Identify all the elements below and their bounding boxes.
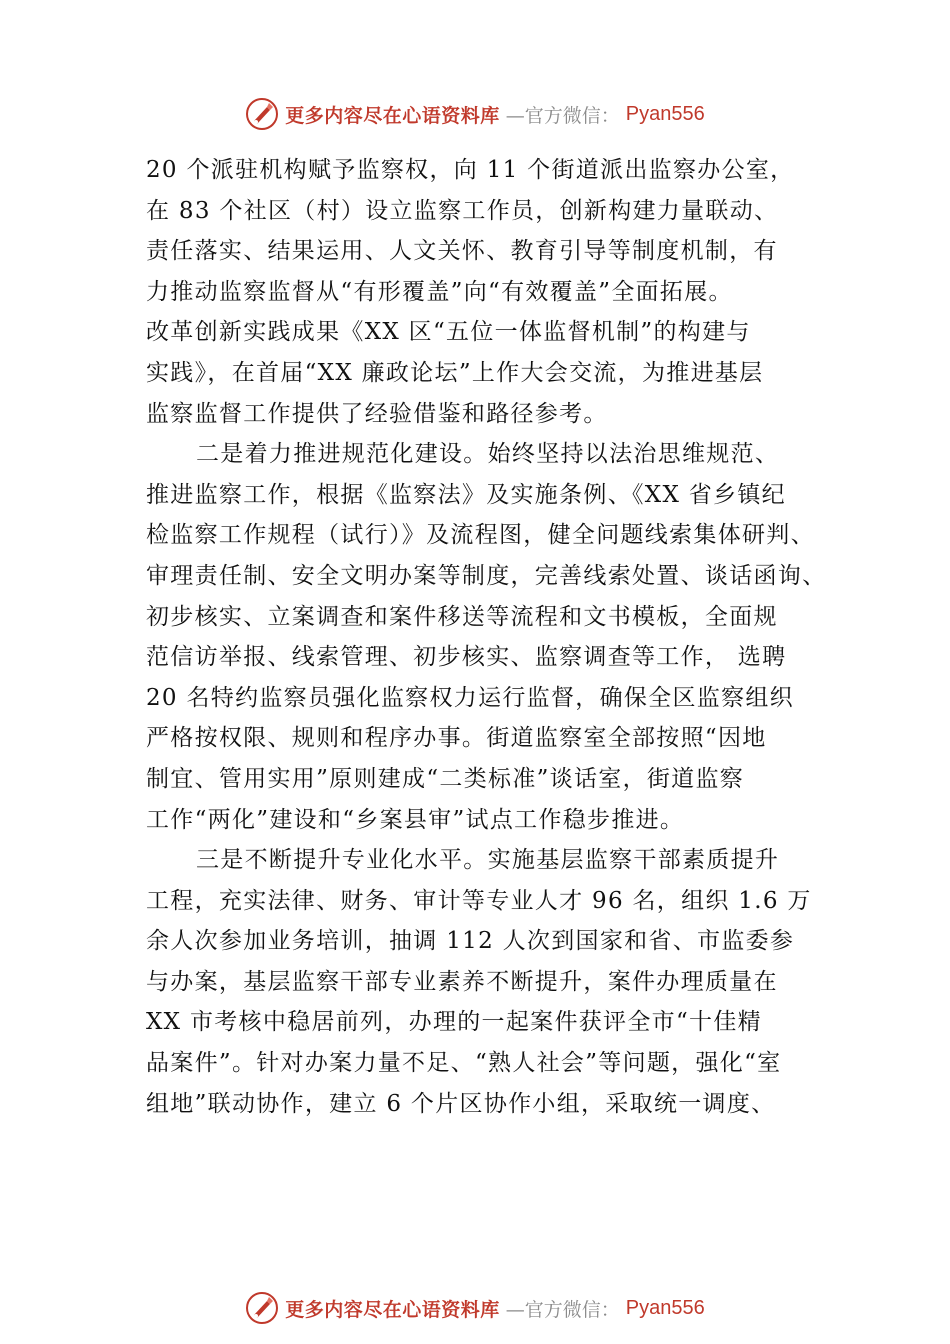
text-line: 在 83 个社区（村）设立监察工作员，创新构建力量联动、 (146, 197, 779, 224)
text-line: 责任落实、结果运用、人文关怀、教育引导等制度机制，有 (146, 238, 778, 265)
text-line: 制宜、管用实用”原则建成“二类标准”谈话室，街道监察 (146, 765, 745, 792)
footer-watermark-banner (0, 1288, 950, 1328)
document-body (146, 150, 826, 1124)
paragraph-heading-line: 二是着力推进规范化建设。始终坚持以法治思维规范、 (196, 441, 780, 468)
paragraph-heading-line: 三是不断提升专业化水平。实施基层监察干部素质提升 (196, 847, 780, 874)
text-line: 组地”联动协作，建立 6 个片区协作小组，采取统一调度、 (146, 1090, 776, 1117)
text-line: 20 名特约监察员强化监察权力运行监督，确保全区监察组织 (146, 684, 794, 711)
text-line: 工作“两化”建设和“乡案县审”试点工作稳步推进。 (146, 806, 685, 833)
text-line: 严格按权限、规则和程序办事。街道监察室全部按照“因地 (146, 725, 767, 752)
footer-wechat-label: —官方微信： (505, 1298, 620, 1321)
header-promo-text: 更多内容尽在心语资料库 (285, 104, 500, 127)
text-line: 实践》，在首届“XX 廉政论坛”上作大会交流，为推进基层 (146, 359, 764, 386)
pen-nib-logo-icon (245, 1291, 279, 1325)
text-line: 检监察工作规程（试行）》及流程图，健全问题线索集体研判、 (146, 522, 815, 549)
pen-nib-logo-icon (245, 97, 279, 131)
text-line: 20 个派驻机构赋予监察权，向 11 个街道派出监察办公室， (146, 157, 795, 183)
text-line: 工程，充实法律、财务、审计等专业人才 96 名，组织 1.6 万 (146, 887, 812, 914)
text-line: 初步核实、立案调查和案件移送等流程和文书模板，全面规 (146, 603, 778, 630)
footer-promo-text: 更多内容尽在心语资料库 (285, 1298, 500, 1321)
text-line: 监察监督工作提供了经验借鉴和路径参考。 (146, 400, 608, 427)
text-line: 范信访举报、线索管理、初步核实、监察调查等工作， 选聘 (146, 644, 787, 671)
text-line: XX 市考核中稳居前列，办理的一起案件获评全市“十佳精 (146, 1009, 762, 1036)
footer-wechat-id: Pyan556 (625, 1296, 705, 1319)
text-line: 力推动监察监督从“有形覆盖”向“有效覆盖”全面拓展。 (146, 278, 733, 305)
header-watermark-banner (0, 94, 950, 134)
text-line: 与办案，基层监察干部专业素养不断提升，案件办理质量在 (146, 968, 778, 995)
header-wechat-label: —官方微信： (505, 104, 620, 127)
header-wechat-id: Pyan556 (625, 102, 705, 125)
text-line: 品案件”。针对办案力量不足、“熟人社会”等问题，强化“室 (146, 1050, 782, 1077)
text-line: 改革创新实践成果《XX 区“五位一体监督机制”的构建与 (146, 319, 751, 346)
text-line: 余人次参加业务培训，抽调 112 人次到国家和省、市监委参 (146, 928, 795, 955)
text-line: 审理责任制、安全文明办案等制度，完善线索处置、谈话函询、 (146, 562, 827, 589)
text-line: 推进监察工作，根据《监察法》及实施条例、《XX 省乡镇纪 (146, 481, 786, 508)
